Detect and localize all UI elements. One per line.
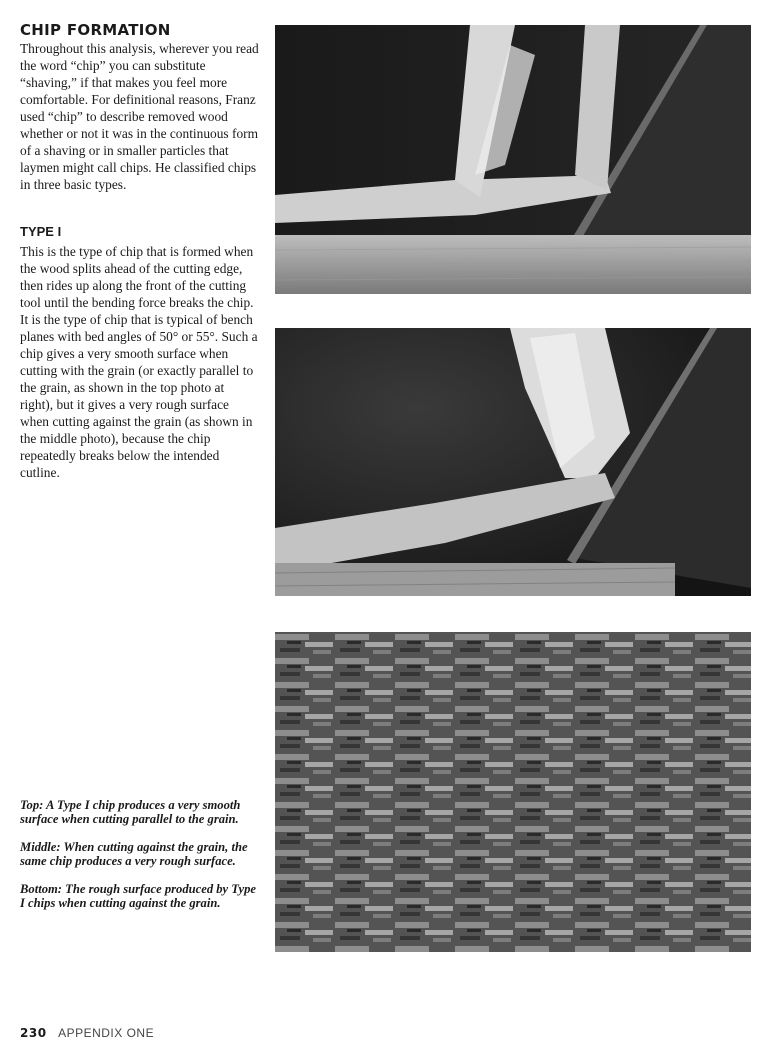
caption-top: Top: A Type I chip produces a very smooth surface when cutting parallel to the grain. [20,798,241,826]
page-footer [20,1026,154,1041]
caption-bottom: Bottom: The rough surface produced by Type I chips when cutting against the grain. [20,882,256,910]
photo-top-image [275,25,751,294]
intro-paragraph: Throughout this analysis, wherever you read the word “chip” you can substitute “shaving,” if that makes you feel more comfortable. For definitional reasons, Franz used “chip” to describe removed wood whether or not it was in the continuous form of a shaving or in smaller particles that laymen might call chips. He classified chips in three basic types. [20,41,259,192]
photo-captions [20,798,260,924]
page-number: 230 [20,1026,47,1040]
section-name: APPENDIX ONE [58,1026,155,1040]
photo-middle [275,328,751,596]
photo-bottom-image [275,632,751,952]
photo-middle-image [275,328,751,596]
type1-paragraph: This is the type of chip that is formed when the wood splits ahead of the cutting edge, then rides up along the front of the cutting tool until the bending force breaks the chip. It is the type of chip that is typical of bench planes with bed angles of 50° or 55°. Such a chip gives a very smooth surface when cutting with the grain (or exactly parallel to the grain, as shown in the top photo at right), but it gives a very rough surface when cutting against the grain (as shown in the middle photo), because the chip repeatedly breaks below the intended cutline. [20,244,258,480]
caption-middle: Middle: When cutting against the grain, the same chip produces a very rough surface. [20,840,248,868]
page-heading: CHIP FORMATION [20,21,171,39]
photo-bottom [275,632,751,952]
photo-top [275,25,751,294]
type1-heading: TYPE I [20,224,62,239]
